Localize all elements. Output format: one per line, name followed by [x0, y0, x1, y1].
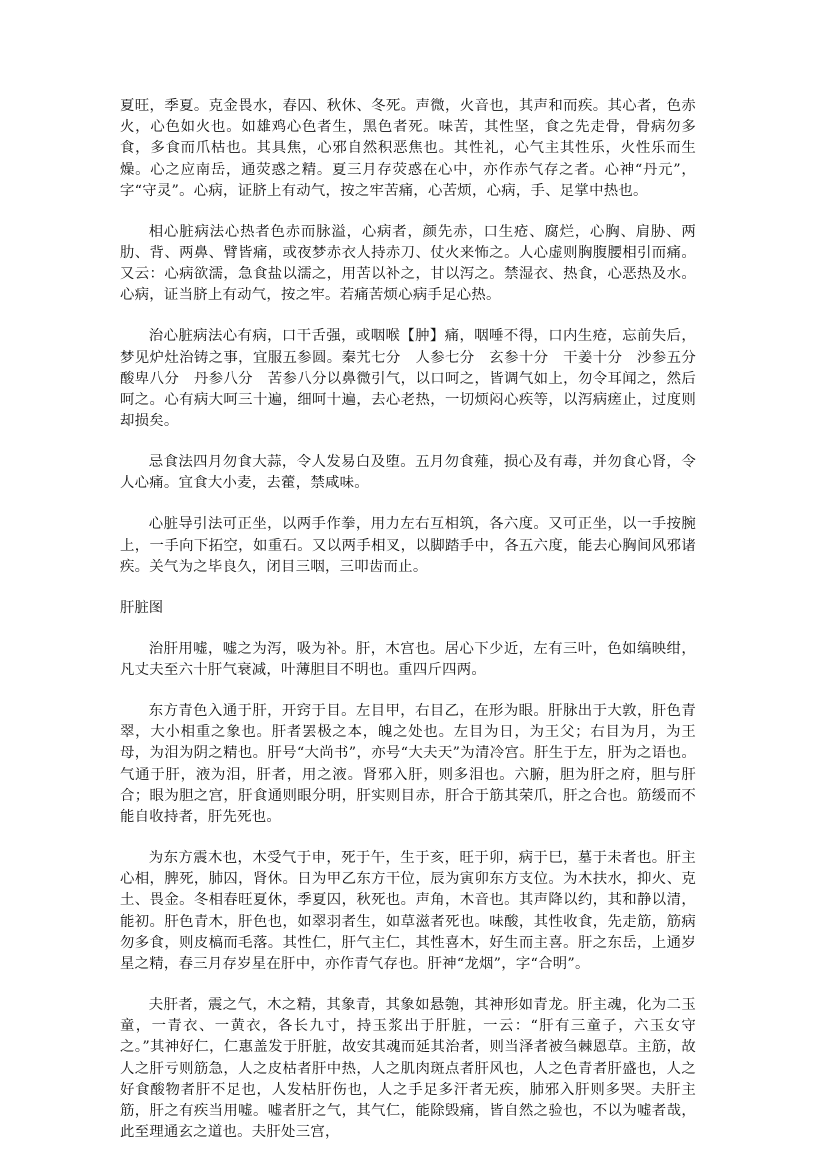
- paragraph-heart-season: 夏旺，季夏。克金畏水，春囚、秋休、冬死。声微，火音也，其声和而疾。其心者，色赤火，心色如火也。如雄鸡心色者生，黑色者死。味苦，其性坚，食之先走骨，骨病勿多食，多食而爪枯也。其具焦，心邪自然积恶焦也。其性礼，心气主其性乐，火性乐而生燥。心之应南岳，通荧惑之精。夏三月存荧惑在心中，亦作赤气存之者。心神“丹元”，字“守灵”。心病，证脐上有动气，按之牢苦痛，心苦烦，心病，手、足掌中热也。: [120, 98, 696, 199]
- paragraph-heart-diagnosis: 相心脏病法心热者色赤而脉溢，心病者，颜先赤，口生疮、腐烂，心胸、肩胁、两肋、背、两鼻、臂皆痛，或夜梦赤衣人持赤刀、仗火来怖之。人心虚则胸腹腰相引而痛。又云：心病欲濡，急食盐以濡之，用苦以补之，甘以泻之。禁湿衣、热食，心恶热及水。心病，证当脐上有动气，按之牢。若痛苦烦心病手足心热。: [120, 223, 696, 304]
- section-heading-liver: 肝脏图: [120, 599, 164, 616]
- paragraph-liver-spirit: 夫肝者，震之气，木之精，其象青，其象如悬匏，其神形如青龙。肝主魂，化为二玉童，一青衣、一黄衣，各长九寸，持玉浆出于肝脏，一云：“肝有三童子，六玉女守之。”其神好仁，仁惠盖发于肝脏，故安其魂而延其治者，则当泽者被刍棘恩草。主筋，故人之肝亏则筋急，人之皮枯者肝中热，人之肌肉斑点者肝风也，人之色青者肝盛也，人之好食酸物者肝不足也，人发枯肝伤也，人之手足多汗者无疾，肺邪入肝则多哭。夫肝主筋，肝之有疾当用嘘。嘘者肝之气，其气仁，能除毁痛，皆自然之验也，不以为嘘者哉，此至理通玄之道也。夫肝处三宫，: [120, 997, 696, 1141]
- document-page: [120, 96, 711, 1163]
- paragraph-liver-wood: 为东方震木也，木受气于申，死于午，生于亥，旺于卯，病于巳，墓于未者也。肝主心相，脾死，肺囚，肾休。日为甲乙东方干位，辰为寅卯东方支位。为木扶水，抑火、克土、畏金。冬相春旺夏休，季夏囚，秋死也。声角，木音也。其声降以约，其和静以清，能初。肝色青木，肝色也，如翠羽者生，如草滋者死也。味酸，其性收食，先走筋，筋病勿多食，则皮槁而毛落。其性仁，肝气主仁，其性喜木，好生而主喜。肝之东岳，上通岁星之精，春三月存岁星在肝中，亦作青气存也。肝神“龙烟”，字“合明”。: [120, 850, 696, 973]
- paragraph-heart-diet: 忌食法四月勿食大蒜，令人发易白及堕。五月勿食薤，损心及有毒，并勿食心肾，令人心痛。宜食大小麦，去藿，禁咸味。: [120, 454, 696, 492]
- paragraph-heart-exercise: 心脏导引法可正坐，以两手作拳，用力左右互相筑，各六度。又可正坐，以一手按腕上，一手向下拓空，如重石。又以两手相叉，以脚踏手中，各五六度，能去心胸间风邪诸疾。关气为之毕良久，闭目三咽，三叩齿而止。: [120, 516, 696, 575]
- paragraph-liver-intro: 治肝用嘘，嘘之为泻，吸为补。肝，木宫也。居心下少近，左有三叶，色如缟映绀，凡丈夫至六十肝气衰减，叶薄胆目不明也。重四斤四两。: [120, 640, 696, 679]
- paragraph-liver-east: 东方青色入通于肝，开窍于目。左目甲，右目乙，在形为眼。肝脉出于大敦，肝色青翠，大小相重之象也。肝者罢极之本，魄之处也。左目为日，为王父；右目为月，为王母，为泪为阴之精也。肝号“大尚书”，亦号“大夫天”为清冷宫。肝生于左，肝为之语也。气通于肝，液为泪，肝者，用之液。肾邪入肝，则多泪也。六腑，胆为肝之府，胆与肝合；眼为胆之宫，肝食通则眼分明，肝实则目赤，肝合于筋其荣爪，肝之合也。筋缓而不能自收持者，肝先死也。: [120, 703, 696, 826]
- paragraph-heart-treatment: 治心脏病法心有病，口干舌强，或咽喉【肿】痛，咽唾不得，口内生疮，忘前失后，梦见炉灶治铸之事，宜服五参圆。秦艽七分 人参七分 玄参十分 干姜十分 沙参五分 酸卑八分 丹参八分 苦参八分以鼻微引气，以口呵之，皆调气如上，勿令耳闻之，然后呵之。心有病大呵三十遍，细呵十遍，去心老热，一切烦闷心疾等，以泻病瘥止，过度则却损矣。: [120, 328, 711, 430]
